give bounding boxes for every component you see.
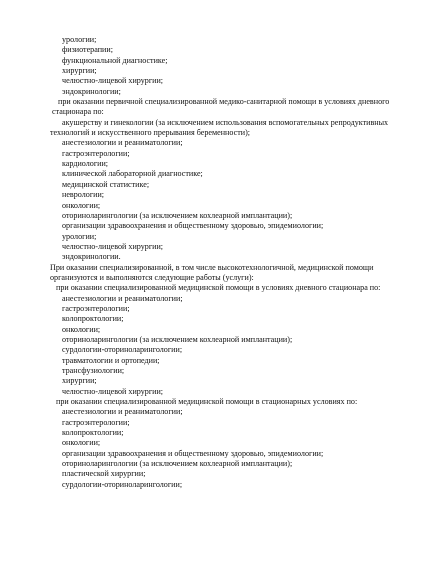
list-item: гастроэнтерологии; [62, 148, 130, 158]
list-item: онкологии; [62, 438, 101, 448]
list-item: трансфузиологии; [62, 366, 125, 375]
list-item: неврологии; [62, 190, 105, 200]
list-item: анестезиологии и реаниматологии; [62, 138, 183, 148]
list-item: пластической хирургии; [62, 469, 146, 479]
list-item: челюстно-лицевой хирургии; [62, 241, 164, 251]
list-item: онкологии; [62, 200, 101, 210]
list-item: организации здравоохранения и общественному здоровью, эпидемиологии; [62, 448, 324, 458]
list-item: хирургии; [62, 376, 97, 386]
list-item: колопроктологии; [62, 428, 124, 438]
list-item: онкологии; [62, 324, 101, 334]
section-heading-spec-day-hospital: при оказании специализированной медицинской помощи в условиях дневного стационара по: [56, 283, 381, 293]
section-heading-specialized: При оказании специализированной, в том числе высокотехнологичной, медицинской помощи организуются и выполняются следующие работы (услуги): [50, 262, 374, 282]
list-item-obstetrics: акушерству и гинекологии (за исключением использования вспомогательных репродуктивных технологий и искусственного прерывания беременности); [50, 117, 389, 138]
section-heading-day-hospital-primary: при оказании первичной специализированной медико-санитарной помощи в условиях дневного стационара по: [52, 97, 390, 117]
list-item: челюстно-лицевой хирургии; [62, 386, 164, 396]
list-item: урологии; [62, 35, 97, 44]
section-heading-spec-inpatient: при оказании специализированной медицинской помощи в стационарных условиях по: [56, 397, 358, 407]
list-item: эндокринологии. [62, 252, 121, 262]
list-item: сурдологии-оториноларингологии; [62, 479, 183, 489]
list-item: оториноларингологии (за исключением кохлеарной имплантации); [62, 459, 293, 469]
list-item: анестезиологии и реаниматологии; [62, 293, 183, 303]
document-body [0, 35, 430, 490]
list-item: медицинской статистике; [62, 179, 150, 189]
list-item: челюстно-лицевой хирургии; [62, 76, 164, 86]
list-item: анестезиологии и реаниматологии; [62, 407, 183, 417]
list-item: сурдологии-оториноларингологии; [62, 345, 183, 355]
list-item: оториноларингологии (за исключением кохлеарной имплантации); [62, 210, 293, 220]
list-item: организации здравоохранения и общественному здоровью, эпидемиологии; [62, 221, 324, 231]
list-item: физиотерапии; [62, 45, 113, 55]
list-item: оториноларингологии (за исключением кохлеарной имплантации); [62, 334, 293, 344]
list-item: гастроэнтерологии; [62, 303, 130, 313]
list-item: клинической лабораторной диагностике; [62, 169, 203, 179]
list-item: урологии; [62, 231, 97, 241]
list-item: хирургии; [62, 66, 97, 76]
list-item: колопроктологии; [62, 314, 124, 324]
list-item: функциональной диагностике; [62, 55, 168, 65]
list-item: травматологии и ортопедии; [62, 355, 160, 365]
list-item: гастроэнтерологии; [62, 417, 130, 427]
list-item: кардиологии; [62, 159, 109, 169]
list-item: эндокринологии; [62, 86, 121, 96]
